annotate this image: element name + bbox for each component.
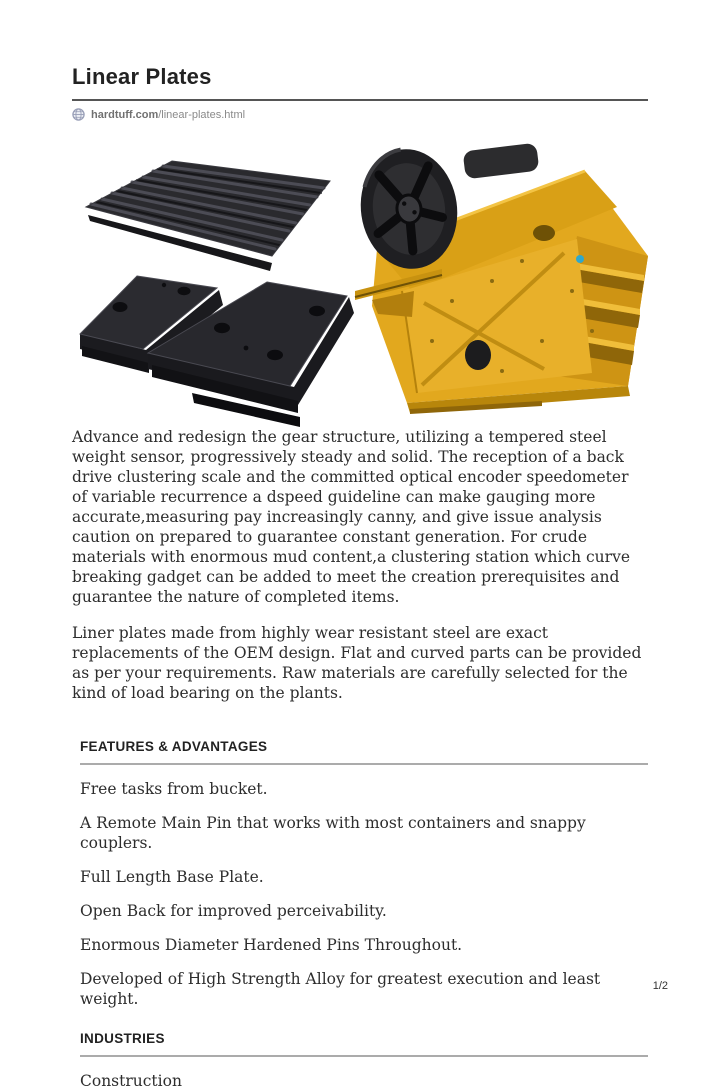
section-industries — [80, 1031, 648, 1091]
source-domain: hardtuff.com — [91, 108, 159, 121]
flat-liner-plates-image — [80, 276, 354, 427]
ribbed-jaw-plate-image — [86, 161, 330, 271]
document-header — [72, 64, 648, 101]
source-url-row — [72, 108, 648, 121]
features-heading: FEATURES & ADVANTAGES — [80, 739, 648, 765]
intro-paragraph-1: Advance and redesign the gear structure, utilizing a tempered steel weight sensor, progressively steady and solid. The reception of a back drive clustering scale and the committed optical encoder speedometer of variable recurrence a dspeed guideline can make gauging more accurate,measuring pay increasingly canny, and give issue analysis caution on prepared to guarantee constant generation. For crude materials with enormous mud content,a clustering station which curve breaking gadget can be added to meet the creation prerequisites and guarantee the nature of completed items. — [72, 428, 630, 607]
source-url — [91, 109, 245, 121]
source-path: /linear-plates.html — [158, 108, 246, 121]
product-montage — [72, 141, 648, 406]
section-features-advantages — [80, 739, 648, 1009]
list-item: Open Back for improved perceivability. — [80, 902, 387, 921]
industries-list — [80, 1071, 648, 1091]
globe-icon — [72, 108, 85, 121]
intro-paragraph-2: Liner plates made from highly wear resistant steel are exact replacements of the OEM design. Flat and curved parts can be provided as per your requirements. Raw materials are carefully selected for the kind of load bearing on the plants. — [72, 624, 642, 703]
list-item: Full Length Base Plate. — [80, 868, 264, 887]
page-number: 1/2 — [652, 980, 668, 992]
page-title: Linear Plates — [72, 64, 212, 89]
list-item: Construction — [80, 1072, 182, 1091]
features-list — [80, 779, 648, 1009]
list-item: A Remote Main Pin that works with most containers and snappy couplers. — [80, 814, 586, 853]
product-image — [72, 141, 648, 406]
jaw-crusher-machine-image — [353, 143, 648, 414]
industries-heading: INDUSTRIES — [80, 1031, 648, 1057]
list-item: Enormous Diameter Hardened Pins Throughout. — [80, 936, 463, 955]
list-item: Developed of High Strength Alloy for greatest execution and least weight. — [80, 970, 601, 1009]
list-item: Free tasks from bucket. — [80, 780, 268, 799]
